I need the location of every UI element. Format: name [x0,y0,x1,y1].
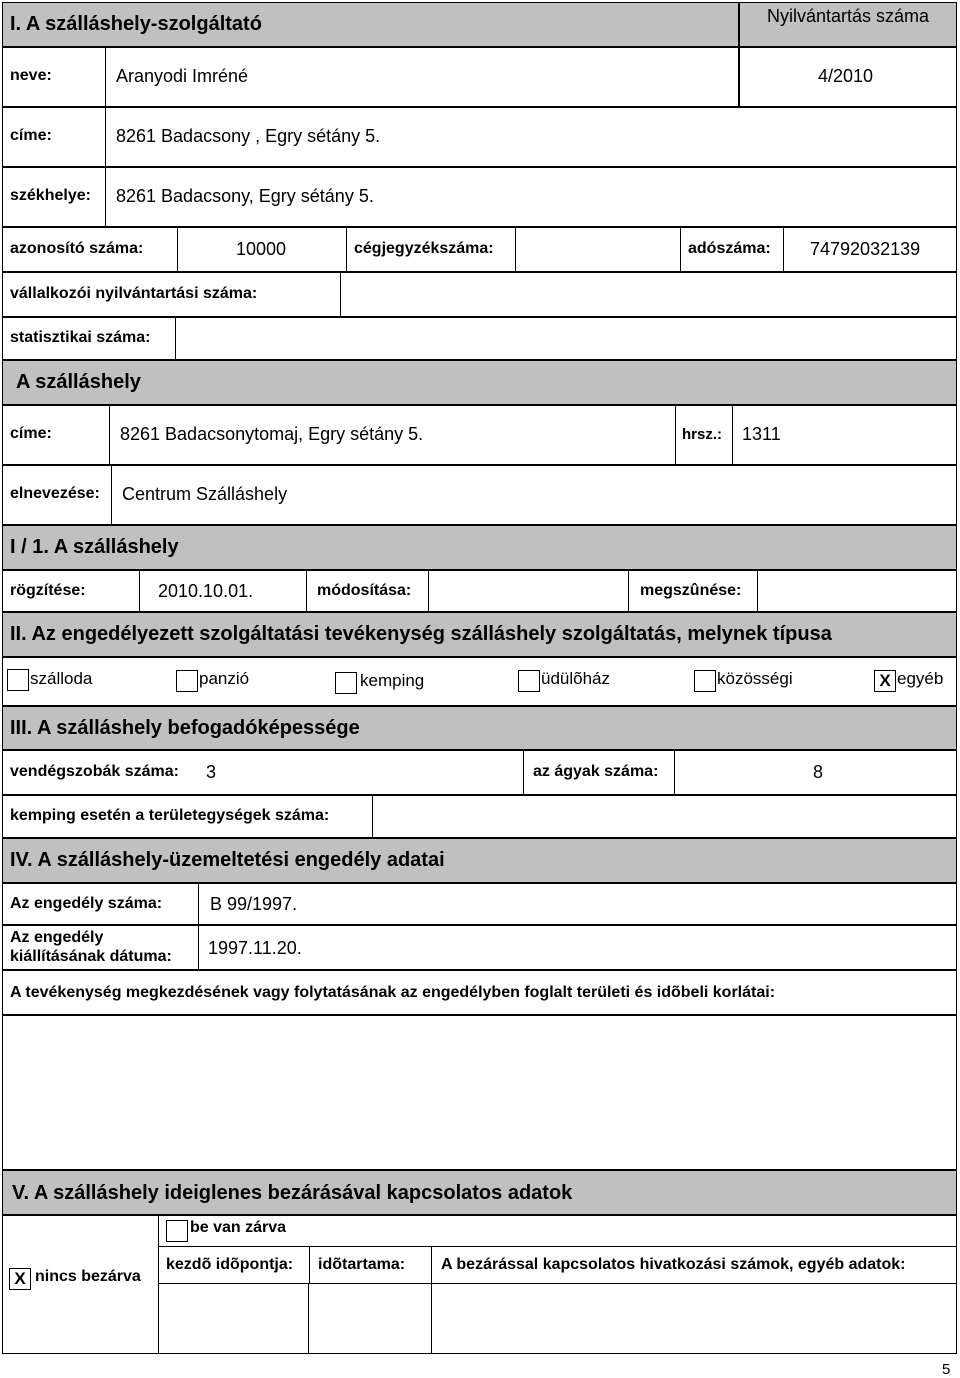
closed-checkbox[interactable] [166,1220,188,1242]
not-closed-label: nincs bezárva [35,1268,141,1285]
closure-start-value-cell [159,1284,309,1354]
accommodation-heading: A szálláshely [16,371,141,393]
closure-duration-value-cell [309,1284,432,1354]
accommodation-header-bar [2,360,957,405]
accommodation-address-value: 8261 Badacsonytomaj, Egry sétány 5. [120,424,424,444]
permit-date-label-line2: kiállításának dátuma: [10,948,172,965]
option-camping-checkbox[interactable] [335,672,357,694]
provider-address-value: 8261 Badacsony , Egry sétány 5. [116,126,381,146]
permit-date-label-line1: Az engedély [10,929,104,946]
option-holiday-home-checkbox[interactable] [518,670,540,692]
beds-value: 8 [813,762,824,782]
entrepreneur-label: vállalkozói nyilvántartási száma: [10,285,258,302]
company-label: cégjegyzékszáma: [354,240,494,257]
option-guesthouse-checkbox[interactable] [176,670,198,692]
camping-units-label: kemping esetén a területegységek száma: [10,807,330,824]
option-other-label: egyéb [897,669,944,688]
page-number: 5 [942,1361,951,1378]
option-camping-label: kemping [360,671,425,690]
provider-seat-value: 8261 Badacsony, Egry sétány 5. [116,186,374,206]
closure-duration-label: idõtartama: [318,1256,406,1273]
provider-name-row [2,47,739,107]
accommodation-address-label: címe: [10,425,52,442]
permit-limits-label: A tevékenység megkezdésének vagy folytatásának az engedélyben foglalt területi és idõbeli korlátai: [10,984,776,1001]
permit-heading: IV. A szálláshely-üzemeltetési engedély adatai [10,849,445,871]
capacity-heading: III. A szálláshely befogadóképessége [10,717,360,739]
option-hotel-label: szálloda [30,669,93,688]
tax-label: adószáma: [688,240,771,257]
activity-heading: II. Az engedélyezett szolgáltatási tevékenység szálláshely szolgáltatás, melynek típusa [10,623,832,645]
permit-limits-area [2,1015,957,1170]
accommodation-name-label: elnevezése: [10,485,100,502]
stat-label: statisztikai száma: [10,329,151,346]
provider-id-value: 10000 [236,239,287,259]
beds-label: az ágyak száma: [533,763,659,780]
option-other-checkbox[interactable]: X [874,670,896,692]
provider-name-value: Aranyodi Imréné [116,66,249,86]
provider-name-label: neve: [10,67,52,84]
option-guesthouse-label: panzió [199,669,250,688]
closure-start-label: kezdõ idõpontja: [166,1256,294,1273]
accommodation-name-value: Centrum Szálláshely [122,484,288,504]
closure-heading: V. A szálláshely ideiglenes bezárásával kapcsolatos adatok [12,1182,573,1204]
option-community-label: közösségi [717,669,793,688]
activity-options-row [2,657,957,706]
permit-number-value: B 99/1997. [210,894,298,914]
option-hotel-checkbox[interactable] [7,669,29,691]
rooms-label: vendégszobák száma: [10,763,179,780]
provider-id-label: azonosító száma: [10,240,144,257]
registration-value: 4/2010 [818,66,874,86]
permit-number-label: Az engedély száma: [10,895,163,912]
rooms-value: 3 [206,762,217,782]
recorded-label: rögzítése: [10,582,86,599]
option-holiday-home-label: üdülõház [541,669,611,688]
provider-heading: I. A szálláshely-szolgáltató [10,13,262,35]
hrsz-label: hrsz.: [682,426,723,443]
recorded-value: 2010.10.01. [158,581,254,601]
hrsz-value: 1311 [742,424,781,444]
record-heading: I / 1. A szálláshely [10,536,179,558]
provider-seat-label: székhelye: [10,187,91,204]
tax-value: 74792032139 [810,239,921,259]
option-community-checkbox[interactable] [694,670,716,692]
closure-refs-label: A bezárással kapcsolatos hivatkozási számok, egyéb adatok: [441,1256,906,1273]
ended-label: megszûnése: [640,582,742,599]
closed-label: be van zárva [190,1219,287,1236]
permit-date-value: 1997.11.20. [208,938,302,958]
not-closed-checkbox[interactable]: X [9,1268,31,1290]
registration-header: Nyilvántartás száma [766,6,930,26]
modified-label: módosítása: [317,582,412,599]
provider-address-label: címe: [10,127,52,144]
record-row [2,570,957,612]
